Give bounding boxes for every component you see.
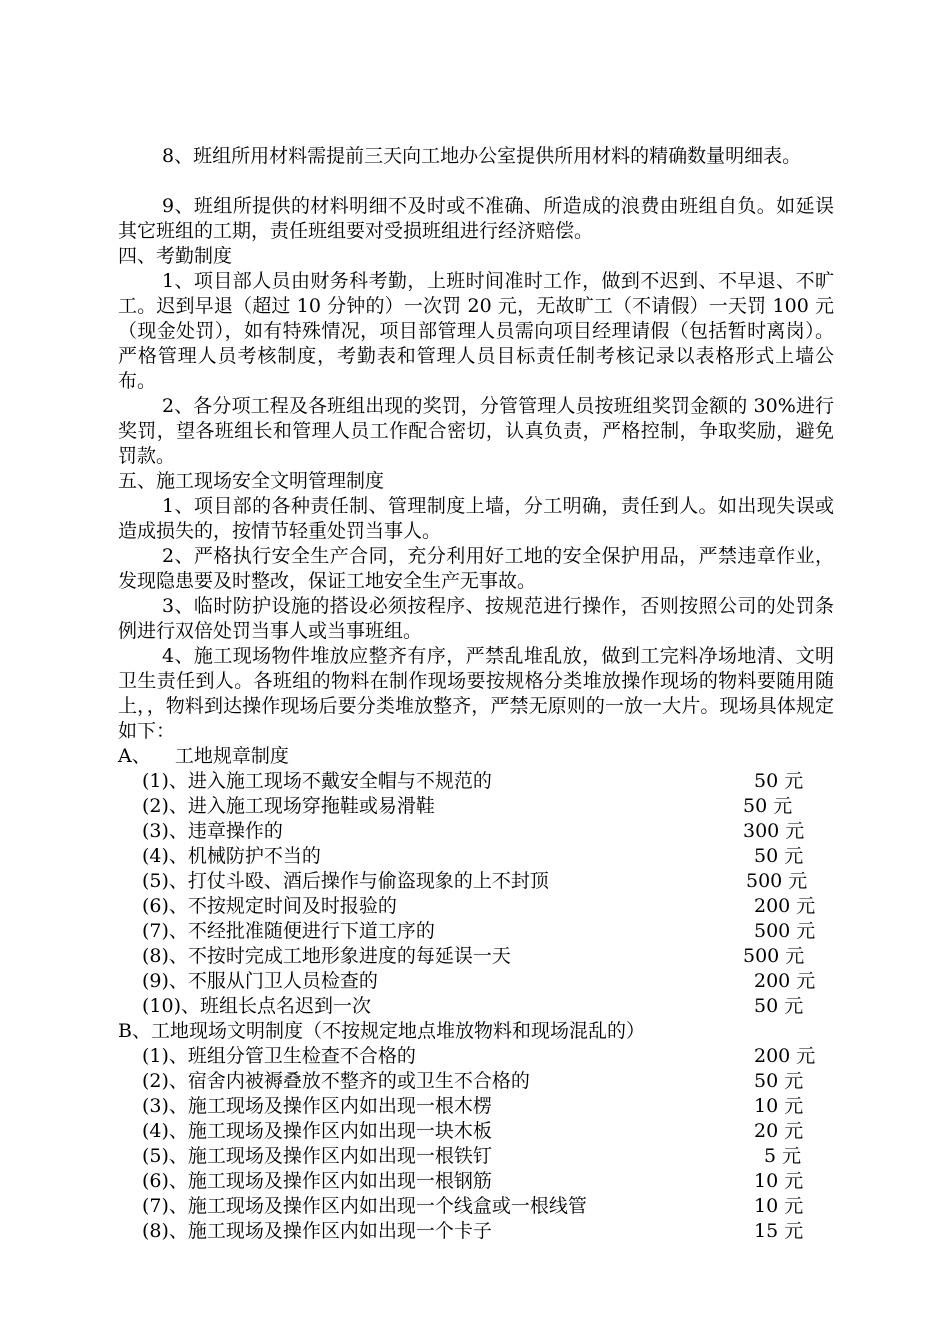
section-b-item-label: (4)、施工现场及操作区内如出现一块木板 bbox=[142, 1120, 492, 1142]
section-a-item-amount: 50 元 bbox=[754, 845, 804, 867]
section-a-item-amount: 50 元 bbox=[754, 995, 804, 1017]
paragraph-safety-1: 1、项目部的各种责任制、管理制度上墙，分工明确，责任到人。如出现失误或造成损失的，按情节轻重处罚当事人。 bbox=[118, 495, 834, 542]
section-b-title: B、工地现场文明制度（不按规定地点堆放物料和现场混乱的） bbox=[118, 1020, 645, 1042]
section-a-item-amount: 500 元 bbox=[746, 870, 808, 892]
section-a-item-amount: 50 元 bbox=[754, 770, 804, 792]
section-b-item-row bbox=[142, 1094, 822, 1119]
section-b-item-label: (7)、施工现场及操作区内如出现一个线盒或一根线管 bbox=[142, 1195, 587, 1217]
section-a-item-amount: 300 元 bbox=[743, 820, 805, 842]
section-a-item-label: (5)、打仗斗殴、酒后操作与偷盗现象的上不封顶 bbox=[142, 870, 549, 892]
paragraph-safety-3: 3、临时防护设施的搭设必须按程序、按规范进行操作，否则按照公司的处罚条例进行双倍处罚当事人或当事班组。 bbox=[118, 595, 834, 642]
section-b-item-amount: 10 元 bbox=[754, 1170, 804, 1192]
section-a-item-row bbox=[142, 994, 822, 1019]
section-b-item-label: (3)、施工现场及操作区内如出现一根木楞 bbox=[142, 1095, 492, 1117]
section-b-item-row bbox=[142, 1119, 822, 1144]
section-b-item-amount: 200 元 bbox=[754, 1045, 816, 1067]
section-a-item-row bbox=[142, 769, 822, 794]
paragraph-attendance-1: 1、项目部人员由财务科考勤，上班时间准时工作，做到不迟到、不早退、不旷工。迟到早退（超过 10 分钟的）一次罚 20 元，无故旷工（不请假）一天罚 100 元（现金处罚），如有特殊情况，项目部管理人员需向项目经理请假（包括暂时离岗）。严格管理人员考核制度，考勤表和管理人员目标责任制考核记录以表格形式上墙公布。 bbox=[118, 270, 834, 392]
section-a-item-row bbox=[142, 944, 822, 969]
section-a-item-amount: 200 元 bbox=[754, 895, 816, 917]
paragraph-item-8: 8、班组所用材料需提前三天向工地办公室提供所用材料的精确数量明细表。 bbox=[162, 145, 802, 167]
section-a-item-amount: 500 元 bbox=[754, 920, 816, 942]
section-b-item-row bbox=[142, 1169, 822, 1194]
section-b-item-amount: 20 元 bbox=[754, 1120, 804, 1142]
section-a-item-row bbox=[142, 794, 822, 819]
paragraph-item-9: 9、班组所提供的材料明细不及时或不准确、所造成的浪费由班组自负。如延误其它班组的工期，责任班组要对受损班组进行经济赔偿。 bbox=[118, 195, 834, 242]
section-a-item-label: (9)、不服从门卫人员检查的 bbox=[142, 970, 378, 992]
section-a-item-label: (2)、进入施工现场穿拖鞋或易滑鞋 bbox=[142, 795, 435, 817]
section-b-item-amount: 50 元 bbox=[754, 1070, 804, 1092]
section-a-item-label: (10)、班组长点名迟到一次 bbox=[142, 995, 372, 1017]
section-heading-attendance: 四、考勤制度 bbox=[118, 245, 233, 267]
section-b-item-row bbox=[142, 1069, 822, 1094]
section-b-item-label: (8)、施工现场及操作区内如出现一个卡子 bbox=[142, 1220, 492, 1242]
section-b-item-amount: 10 元 bbox=[754, 1195, 804, 1217]
paragraph-attendance-2: 2、各分项工程及各班组出现的奖罚，分管管理人员按班组奖罚金额的 30%进行奖罚，望各班组长和管理人员工作配合密切，认真负责，严格控制，争取奖励，避免罚款。 bbox=[118, 395, 834, 467]
section-b-item-label: (5)、施工现场及操作区内如出现一根铁钉 bbox=[142, 1145, 492, 1167]
section-b-item-label: (2)、宿舍内被褥叠放不整齐的或卫生不合格的 bbox=[142, 1070, 530, 1092]
section-a-item-label: (8)、不按时完成工地形象进度的每延误一天 bbox=[142, 945, 511, 967]
section-b-item-row bbox=[142, 1194, 822, 1219]
section-a-item-amount: 50 元 bbox=[743, 795, 793, 817]
section-a-item-row bbox=[142, 894, 822, 919]
section-a-item-row bbox=[142, 919, 822, 944]
section-a-item-amount: 500 元 bbox=[743, 945, 805, 967]
section-a-item-row bbox=[142, 969, 822, 994]
section-heading-safety: 五、施工现场安全文明管理制度 bbox=[118, 470, 385, 492]
section-b-item-amount: 10 元 bbox=[754, 1095, 804, 1117]
section-a-item-label: (4)、机械防护不当的 bbox=[142, 845, 321, 867]
section-b-item-row bbox=[142, 1144, 822, 1169]
section-a-item-row bbox=[142, 844, 822, 869]
section-b-item-amount: 15 元 bbox=[754, 1220, 804, 1242]
paragraph-safety-2: 2、严格执行安全生产合同，充分利用好工地的安全保护用品，严禁违章作业，发现隐患要及时整改，保证工地安全生产无事故。 bbox=[118, 545, 834, 592]
section-a-item-amount: 200 元 bbox=[754, 970, 816, 992]
section-a-item-row bbox=[142, 869, 822, 894]
section-a-item-label: (6)、不按规定时间及时报验的 bbox=[142, 895, 397, 917]
section-b-item-amount: 5 元 bbox=[764, 1145, 802, 1167]
section-b-item-label: (1)、班组分管卫生检查不合格的 bbox=[142, 1045, 416, 1067]
section-a-item-label: (1)、进入施工现场不戴安全帽与不规范的 bbox=[142, 770, 492, 792]
paragraph-safety-4: 4、施工现场物件堆放应整齐有序，严禁乱堆乱放，做到工完料净场地清、文明卫生责任到人。各班组的物料在制作现场要按规格分类堆放操作现场的物料要随用随上，，物料到达操作现场后要分类堆放整齐，严禁无原则的一放一大片。现场具体规定如下： bbox=[118, 645, 834, 742]
section-a-item-label: (7)、不经批准随便进行下道工序的 bbox=[142, 920, 435, 942]
section-a-item-row bbox=[142, 819, 822, 844]
section-a-item-label: (3)、违章操作的 bbox=[142, 820, 283, 842]
section-b-item-row bbox=[142, 1219, 822, 1244]
section-b-item-label: (6)、施工现场及操作区内如出现一根钢筋 bbox=[142, 1170, 492, 1192]
section-b-item-row bbox=[142, 1044, 822, 1069]
section-a-title: A、 工地规章制度 bbox=[118, 745, 289, 767]
